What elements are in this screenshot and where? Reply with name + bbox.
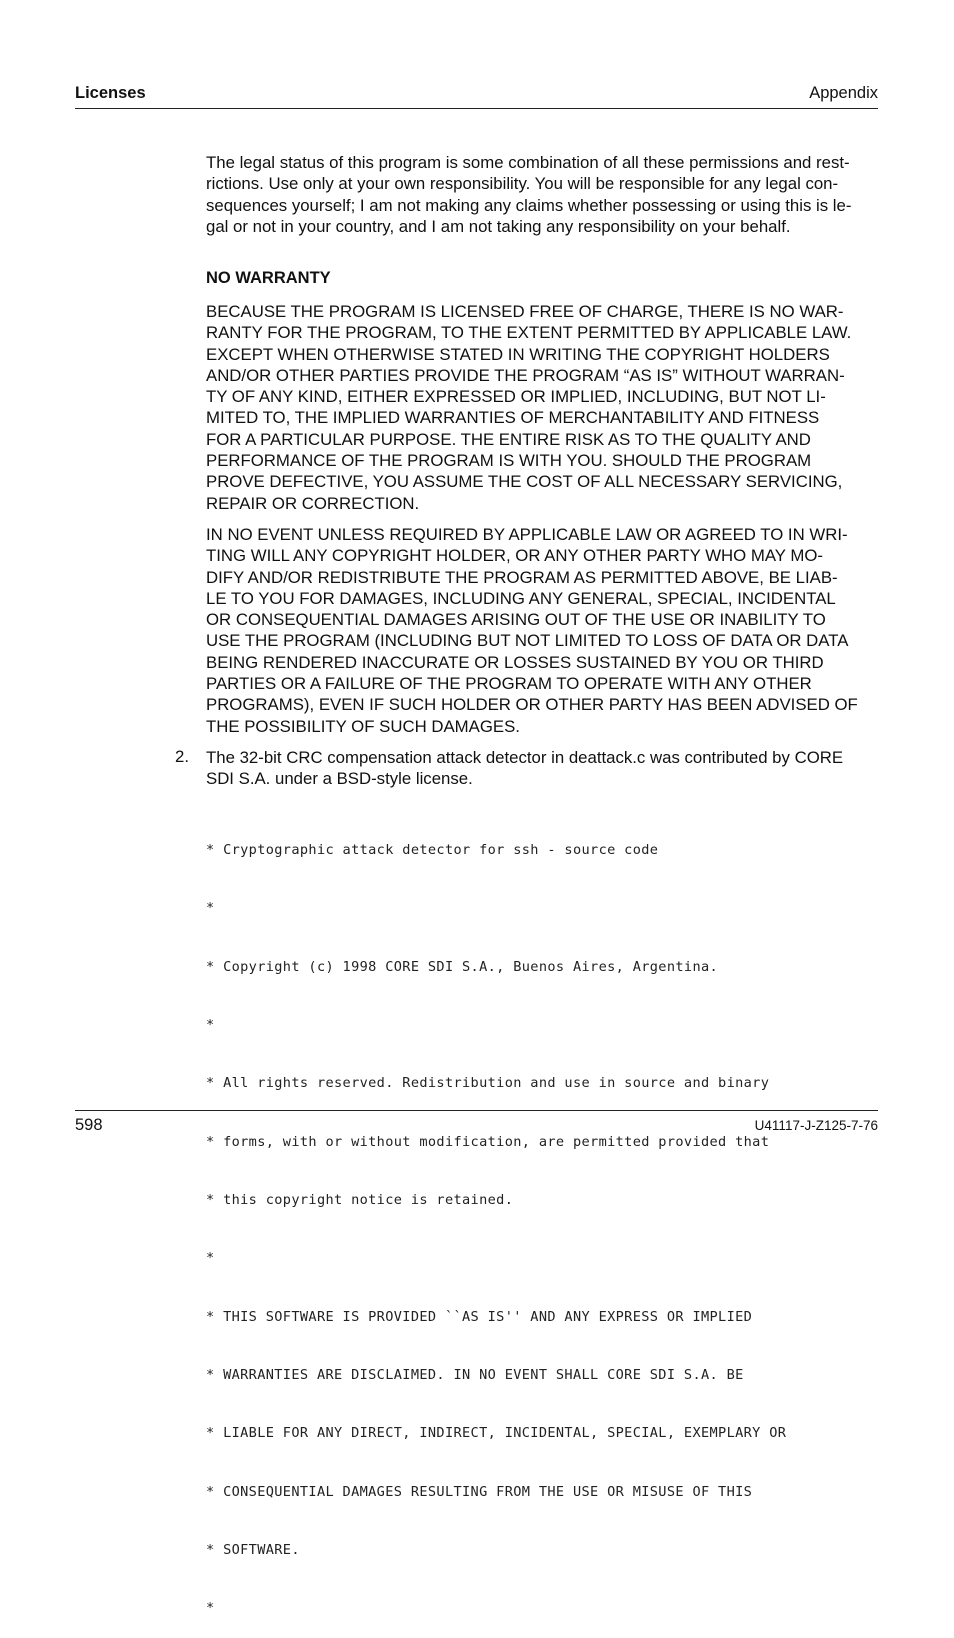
text-line: REPAIR OR CORRECTION.: [206, 493, 420, 513]
code-line: * SOFTWARE.: [206, 1542, 300, 1559]
text-line: USE THE PROGRAM (INCLUDING BUT NOT LIMITED TO LOSS OF DATA OR DATA: [206, 631, 849, 651]
code-line: * CONSEQUENTIAL DAMAGES RESULTING FROM THE USE OR MISUSE OF THIS: [206, 1483, 753, 1500]
list-item-number: 2.: [175, 747, 189, 766]
text-line: AND/OR OTHER PARTIES PROVIDE THE PROGRAM “AS IS” WITHOUT WARRAN-: [206, 365, 845, 385]
list-item-2-text: [206, 747, 882, 790]
text-line: DIFY AND/OR REDISTRIBUTE THE PROGRAM AS PERMITTED ABOVE, BE LIAB-: [206, 567, 838, 587]
text-line: FOR A PARTICULAR PURPOSE. THE ENTIRE RISK AS TO THE QUALITY AND: [206, 429, 811, 449]
text-line: rictions. Use only at your own responsibility. You will be responsible for any legal con-: [206, 174, 839, 194]
text-line: MITED TO, THE IMPLIED WARRANTIES OF MERCHANTABILITY AND FITNESS: [206, 408, 820, 428]
text-line: RANTY FOR THE PROGRAM, TO THE EXTENT PERMITTED BY APPLICABLE LAW.: [206, 323, 852, 343]
code-line: *: [206, 900, 215, 917]
code-line: * THIS SOFTWARE IS PROVIDED ``AS IS'' AND ANY EXPRESS OR IMPLIED: [206, 1308, 753, 1325]
text-line: The legal status of this program is some combination of all these permissions and rest-: [206, 153, 850, 172]
text-line: BEING RENDERED INACCURATE OR LOSSES SUSTAINED BY YOU OR THIRD: [206, 652, 824, 672]
code-line: * Cryptographic attack detector for ssh - source code: [206, 841, 659, 858]
text-line: PROVE DEFECTIVE, YOU ASSUME THE COST OF ALL NECESSARY SERVICING,: [206, 472, 843, 492]
text-line: TING WILL ANY COPYRIGHT HOLDER, OR ANY OTHER PARTY WHO MAY MO-: [206, 546, 823, 566]
section-title: Licenses: [75, 84, 146, 102]
text-line: gal or not in your country, and I am not taking any responsibility on your behalf.: [206, 216, 791, 236]
text-line: The 32-bit CRC compensation attack detector in deattack.c was contributed by CORE: [206, 748, 844, 767]
no-warranty-heading: NO WARRANTY: [206, 269, 331, 287]
warranty-paragraph-1: [206, 301, 882, 514]
text-line: BECAUSE THE PROGRAM IS LICENSED FREE OF CHARGE, THERE IS NO WAR-: [206, 302, 844, 321]
text-line: PROGRAMS), EVEN IF SUCH HOLDER OR OTHER PARTY HAS BEEN ADVISED OF: [206, 695, 858, 715]
code-line: * WARRANTIES ARE DISCLAIMED. IN NO EVENT SHALL CORE SDI S.A. BE: [206, 1367, 744, 1383]
text-line: THE POSSIBILITY OF SUCH DAMAGES.: [206, 716, 520, 736]
document-id: U41117-J-Z125-7-76: [754, 1118, 878, 1133]
code-line: * Copyright (c) 1998 CORE SDI S.A., Buenos Aires, Argentina.: [206, 958, 719, 975]
text-line: PARTIES OR A FAILURE OF THE PROGRAM TO OPERATE WITH ANY OTHER: [206, 674, 812, 694]
text-line: SDI S.A. under a BSD-style license.: [206, 769, 473, 789]
code-line: * LIABLE FOR ANY DIRECT, INDIRECT, INCIDENTAL, SPECIAL, EXEMPLARY OR: [206, 1425, 787, 1442]
code-line: *: [206, 1016, 215, 1033]
page-number: 598: [75, 1116, 103, 1134]
chapter-title: Appendix: [809, 84, 878, 102]
text-line: PERFORMANCE OF THE PROGRAM IS WITH YOU. SHOULD THE PROGRAM: [206, 451, 812, 471]
code-line: * this copyright notice is retained.: [206, 1191, 514, 1208]
code-line: * All rights reserved. Redistribution and use in source and binary: [206, 1075, 770, 1092]
page-footer: [75, 1110, 878, 1141]
text-line: EXCEPT WHEN OTHERWISE STATED IN WRITING THE COPYRIGHT HOLDERS: [206, 344, 830, 364]
warranty-paragraph-2: [206, 524, 882, 737]
code-line: * forms, with or without modification, are permitted provided that: [206, 1133, 770, 1150]
page-header: [75, 84, 878, 109]
text-line: OR CONSEQUENTIAL DAMAGES ARISING OUT OF THE USE OR INABILITY TO: [206, 610, 826, 630]
text-line: sequences yourself; I am not making any claims whether possessing or using this is le-: [206, 195, 852, 215]
code-line: *: [206, 1250, 215, 1267]
text-line: IN NO EVENT UNLESS REQUIRED BY APPLICABLE LAW OR AGREED TO IN WRI-: [206, 525, 848, 544]
intro-paragraph: [206, 152, 882, 237]
text-line: LE TO YOU FOR DAMAGES, INCLUDING ANY GENERAL, SPECIAL, INCIDENTAL: [206, 588, 836, 608]
code-line: *: [206, 1600, 215, 1617]
text-line: TY OF ANY KIND, EITHER EXPRESSED OR IMPLIED, INCLUDING, BUT NOT LI-: [206, 387, 826, 407]
code-block: [206, 802, 786, 1638]
